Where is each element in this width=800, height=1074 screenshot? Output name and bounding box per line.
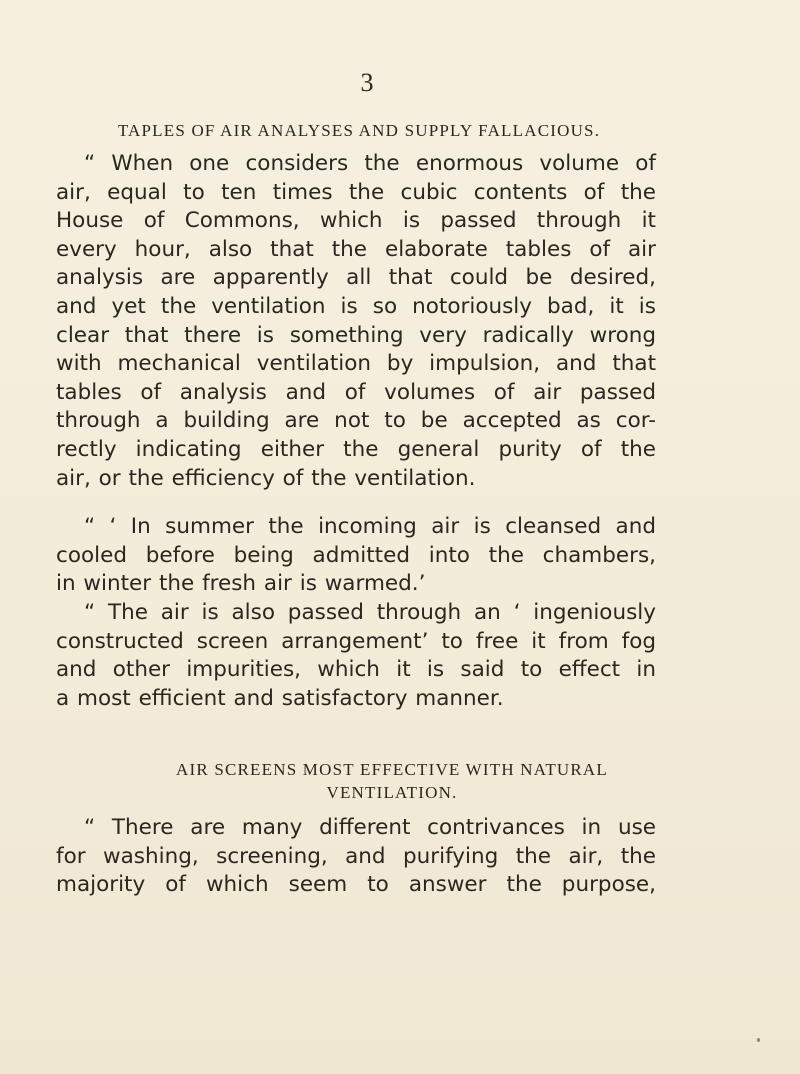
section-heading <box>112 758 672 804</box>
paragraph-4 <box>56 814 656 900</box>
text-line: constructed screen arrangement’ to free it from fog <box>56 628 656 654</box>
text-line: and yet the ventilation is so notoriously bad, it is <box>56 293 656 319</box>
text-line: “ The air is also passed through an ‘ ingeniously <box>84 600 656 625</box>
text-line: “ When one considers the enormous volume of <box>84 151 656 176</box>
text-line: for washing, screening, and purifying the air, the <box>56 843 656 869</box>
text-line: tables of analysis and of volumes of air passed <box>56 379 656 405</box>
section-heading-line: VENTILATION. <box>326 783 458 802</box>
text-line: and other impurities, which it is said to effect in <box>56 657 656 683</box>
paragraph-2 <box>56 513 656 599</box>
running-heading: TAPLES OF AIR ANALYSES AND SUPPLY FALLACIOUS. <box>117 121 601 140</box>
text-line: cooled before being admitted into the chambers, <box>56 542 656 568</box>
text-line: a most efficient and satisfactory manner. <box>56 685 504 711</box>
text-line: “ There are many different contrivances in use <box>84 815 656 840</box>
text-line: House of Commons, which is passed through it <box>56 208 656 234</box>
text-line: with mechanical ventilation by impulsion, and that <box>56 351 656 377</box>
paper-speck <box>757 1038 760 1042</box>
text-line: analysis are apparently all that could be desired, <box>56 265 656 291</box>
text-line: air, equal to ten times the cubic contents of the <box>56 179 656 205</box>
text-line: every hour, also that the elaborate tables of air <box>56 236 656 262</box>
text-line: air, or the efficiency of the ventilation. <box>56 465 476 491</box>
text-line: clear that there is something very radically wrong <box>56 322 656 348</box>
text-line: “ ‘ In summer the incoming air is cleansed and <box>84 514 656 539</box>
page-number: 3 <box>360 68 374 97</box>
text-line: in winter the fresh air is warmed.’ <box>56 571 426 597</box>
paragraph-1 <box>56 150 656 493</box>
text-line: through a building are not to be accepted as cor- <box>56 408 656 434</box>
text-line: majority of which seem to answer the purpose, <box>56 872 656 898</box>
text-line: rectly indicating either the general purity of the <box>56 436 656 462</box>
paragraph-3 <box>56 599 656 713</box>
section-heading-line: AIR SCREENS MOST EFFECTIVE WITH NATURAL <box>176 760 608 779</box>
